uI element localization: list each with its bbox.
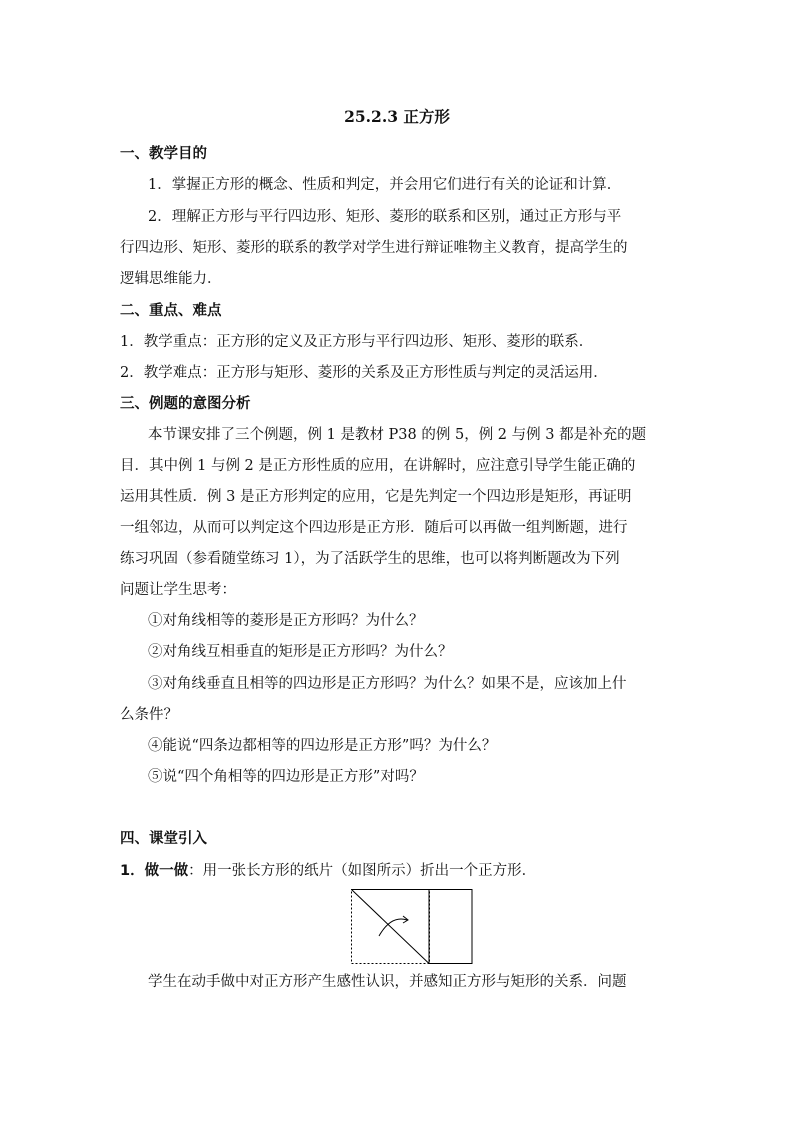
activity-1-text: ：用一张长方形的纸片（如图所示）折出一个正方形． (188, 863, 537, 879)
examples-paragraph-line-4: 一组邻边，从而可以判定这个四边形是正方形．随后可以再做一组判断题，进行 (120, 520, 628, 536)
examples-paragraph-line-1: 本节课安排了三个例题，例 1 是教材 P38 的例 5，例 2 与例 3 都是补充的题 (148, 427, 647, 443)
question-4: ④能说“四条边都相等的四边形是正方形”吗？为什么？ (148, 738, 497, 754)
section-heading-intro: 四、课堂引入 (120, 831, 207, 847)
section-heading-objectives: 一、教学目的 (120, 146, 207, 162)
examples-paragraph-line-3: 运用其性质．例 3 是正方形判定的应用，它是先判定一个四边形是矩形，再证明 (120, 489, 632, 505)
examples-paragraph-line-5: 练习巩固（参看随堂练习 1），为了活跃学生的思维，也可以将判断题改为下列 (120, 551, 620, 567)
difficult-point: 2．教学难点：正方形与矩形、菱形的关系及正方形性质与判定的灵活运用． (120, 365, 608, 381)
fold-arrow-curve (379, 919, 407, 936)
objective-2-line-2: 行四边形、矩形、菱形的联系的教学对学生进行辩证唯物主义教育，提高学生的 (120, 240, 628, 256)
objective-1: 1．掌握正方形的概念、性质和判定，并会用它们进行有关的论证和计算． (148, 177, 622, 193)
folded-paper-figure (351, 889, 473, 964)
activity-1-label: 1．做一做 (120, 863, 189, 879)
intro-paragraph: 学生在动手做中对正方形产生感性认识，并感知正方形与矩形的关系．问题 (148, 974, 627, 990)
page-title: 25.2.3 正方形 (344, 107, 450, 126)
question-5: ⑤说“四个角相等的四边形是正方形”对吗？ (148, 769, 424, 785)
objective-2-line-3: 逻辑思维能力． (120, 271, 222, 287)
examples-paragraph-line-6: 问题让学生思考： (120, 582, 236, 598)
question-3-line-2: 么条件？ (120, 707, 178, 723)
activity-1 (120, 862, 680, 880)
section-heading-key-points: 二、重点、难点 (120, 303, 222, 319)
question-3-line-1: ③对角线垂直且相等的四边形是正方形吗？为什么？如果不是，应该加上什 (148, 676, 627, 692)
question-1: ①对角线相等的菱形是正方形吗？为什么？ (148, 613, 424, 629)
examples-paragraph-line-2: 目．其中例 1 与例 2 是正方形性质的应用，在讲解时，应注意引导学生能正确的 (120, 458, 636, 474)
section-heading-examples: 三、例题的意图分析 (120, 396, 251, 412)
key-point: 1．教学重点：正方形的定义及正方形与平行四边形、矩形、菱形的联系． (120, 334, 594, 350)
objective-2-line-1: 2．理解正方形与平行四边形、矩形、菱形的联系和区别，通过正方形与平 (148, 209, 622, 225)
fold-triangle (352, 890, 430, 964)
remaining-strip (429, 890, 472, 964)
question-2: ②对角线互相垂直的矩形是正方形吗？为什么？ (148, 644, 453, 660)
